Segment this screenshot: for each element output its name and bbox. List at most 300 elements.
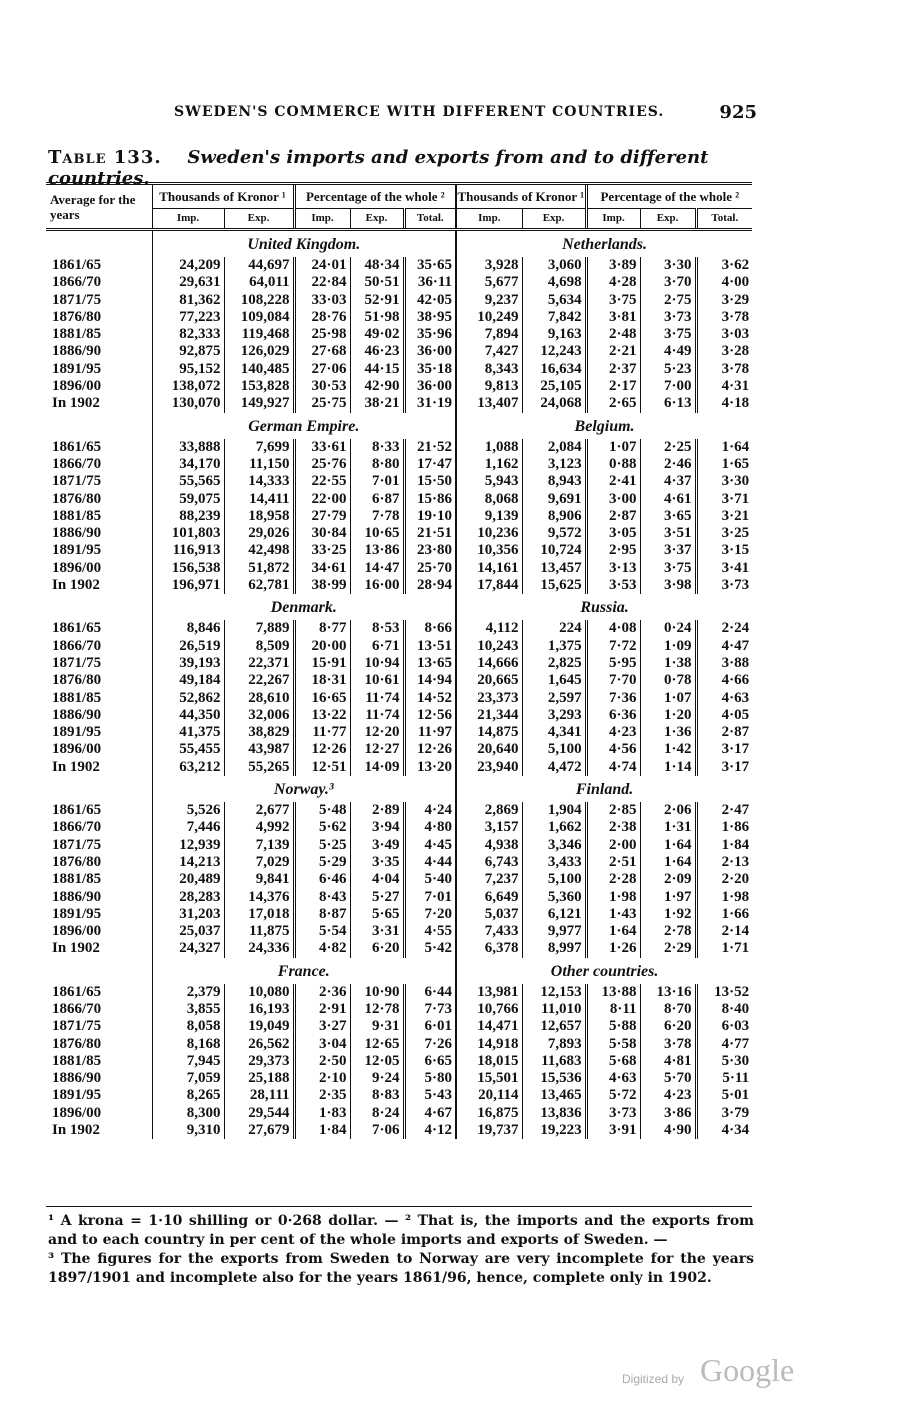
table-title: Sweden's imports and exports from and to different countries. [48, 147, 709, 189]
value-cell-uk-imp: 101,803 [152, 525, 224, 542]
value-cell-uk-exp: 62,781 [224, 577, 294, 594]
value-cell-exp: 9,163 [522, 326, 586, 343]
value-cell-uk-exp: 7,139 [224, 837, 294, 854]
value-cell-imp: 6,743 [456, 854, 522, 871]
value-cell-uk-exp: 7,889 [224, 620, 294, 637]
value-cell-pct-imp: 3·00 [586, 491, 640, 508]
table-row [46, 620, 752, 637]
value-cell-pct-total: 3·88 [696, 655, 752, 672]
value-cell-pct-imp: 1·64 [586, 923, 640, 940]
value-cell-pct-exp: 3·78 [640, 1036, 696, 1053]
value-cell-pct-imp: 2·37 [586, 361, 640, 378]
table-row [46, 542, 752, 559]
value-cell-pct-exp: 3·70 [640, 274, 696, 291]
table-row [46, 724, 752, 741]
table-body [46, 230, 752, 1140]
value-cell-pct-total: 4·44 [404, 854, 456, 871]
value-cell-pct-exp: 12·78 [350, 1001, 404, 1018]
value-cell-pct-exp: 51·98 [350, 309, 404, 326]
period-cell: 1891/95 [52, 542, 102, 559]
value-cell-pct-imp: 7·72 [586, 638, 640, 655]
value-cell-pct-exp: 1·92 [640, 906, 696, 923]
value-cell-imp: 8,068 [456, 491, 522, 508]
period-cell: 1876/80 [52, 853, 102, 870]
value-cell-uk-imp: 5,526 [152, 802, 224, 819]
value-cell-pct-imp: 3·81 [586, 309, 640, 326]
value-cell-pct-total: 1·84 [696, 837, 752, 854]
value-cell-pct-total: 1·71 [696, 940, 752, 957]
value-cell-pct-total: 13·52 [696, 984, 752, 1001]
value-cell-uk-exp: 22,267 [224, 672, 294, 689]
value-cell-exp: 1,904 [522, 802, 586, 819]
value-cell-pct-total: 3·78 [696, 361, 752, 378]
value-cell-uk-exp: 11,150 [224, 456, 294, 473]
value-cell-pct-total: 4·12 [404, 1122, 456, 1139]
value-cell-uk-exp: 25,188 [224, 1070, 294, 1087]
value-cell-uk-imp: 8,058 [152, 1018, 224, 1035]
value-cell-pct-total: 3·28 [696, 343, 752, 360]
value-cell-pct-total: 21·52 [404, 439, 456, 456]
value-cell-pct-total: 4·31 [696, 378, 752, 395]
value-cell-imp: 20,640 [456, 741, 522, 758]
value-cell-pct-total: 2·24 [696, 620, 752, 637]
table-row [46, 940, 752, 957]
value-cell-pct-total: 7·73 [404, 1001, 456, 1018]
value-cell-pct-imp: 2·51 [586, 854, 640, 871]
value-cell-pct-exp: 5·23 [640, 361, 696, 378]
table-row [46, 837, 752, 854]
value-cell-imp: 21,344 [456, 707, 522, 724]
value-cell-pct-total: 13·65 [404, 655, 456, 672]
value-cell-imp: 13,981 [456, 984, 522, 1001]
value-cell-uk-imp: 82,333 [152, 326, 224, 343]
value-cell-pct-exp: 48·34 [350, 257, 404, 274]
value-cell-pct-total: 38·95 [404, 309, 456, 326]
table-row [46, 525, 752, 542]
value-cell-imp: 7,427 [456, 343, 522, 360]
value-cell-pct-total: 35·18 [404, 361, 456, 378]
value-cell-pct-imp: 33·03 [294, 292, 350, 309]
value-cell-pct-exp: 6·13 [640, 395, 696, 412]
value-cell-uk-imp: 26,519 [152, 638, 224, 655]
value-cell-pct-total: 15·86 [404, 491, 456, 508]
value-cell-pct-imp: 22·55 [294, 473, 350, 490]
value-cell-pct-imp: 27·06 [294, 361, 350, 378]
value-cell-pct-exp: 50·51 [350, 274, 404, 291]
table-row [46, 1018, 752, 1035]
value-cell-pct-total: 6·65 [404, 1053, 456, 1070]
value-cell-pct-total: 11·97 [404, 724, 456, 741]
value-cell-exp: 6,121 [522, 906, 586, 923]
value-cell-pct-imp: 33·61 [294, 439, 350, 456]
value-cell-imp: 6,378 [456, 940, 522, 957]
value-cell-pct-exp: 3·51 [640, 525, 696, 542]
value-cell-pct-exp: 12·27 [350, 741, 404, 758]
value-cell-pct-total: 3·17 [696, 759, 752, 776]
value-cell-imp: 14,666 [456, 655, 522, 672]
table-row [46, 326, 752, 343]
value-cell-uk-imp: 59,075 [152, 491, 224, 508]
value-cell-pct-total: 5·11 [696, 1070, 752, 1087]
value-cell-pct-total: 4·34 [696, 1122, 752, 1139]
value-cell-exp: 13,457 [522, 560, 586, 577]
value-cell-pct-imp: 6·46 [294, 871, 350, 888]
value-cell-pct-exp: 3·37 [640, 542, 696, 559]
value-cell-exp: 8,997 [522, 940, 586, 957]
value-cell-pct-imp: 22·84 [294, 274, 350, 291]
exp-header: Exp. [224, 209, 294, 230]
value-cell-pct-imp: 1·26 [586, 940, 640, 957]
table-row [46, 257, 752, 274]
value-cell-exp: 13,836 [522, 1105, 586, 1122]
value-cell-uk-imp: 116,913 [152, 542, 224, 559]
value-cell-pct-imp: 2·38 [586, 819, 640, 836]
value-cell-pct-exp: 4·81 [640, 1053, 696, 1070]
value-cell-uk-exp: 14,411 [224, 491, 294, 508]
value-cell-exp: 8,943 [522, 473, 586, 490]
value-cell-imp: 8,343 [456, 361, 522, 378]
value-cell-uk-exp: 14,376 [224, 889, 294, 906]
value-cell-pct-imp: 5·54 [294, 923, 350, 940]
value-cell-pct-imp: 5·62 [294, 819, 350, 836]
value-cell-pct-exp: 1·38 [640, 655, 696, 672]
table-row [46, 690, 752, 707]
value-cell-pct-imp: 0·88 [586, 456, 640, 473]
table-row [46, 378, 752, 395]
value-cell-uk-exp: 10,080 [224, 984, 294, 1001]
value-cell-pct-imp: 2·35 [294, 1087, 350, 1104]
value-cell-uk-exp: 42,498 [224, 542, 294, 559]
section-spacer [46, 776, 152, 802]
value-cell-pct-exp: 38·21 [350, 395, 404, 412]
period-cell: 1876/80 [52, 490, 102, 507]
period-cell: 1871/75 [52, 654, 102, 671]
value-cell-uk-imp: 33,888 [152, 439, 224, 456]
value-cell-pct-total: 3·21 [696, 508, 752, 525]
google-logo: Google [700, 1352, 795, 1388]
value-cell-pct-total: 4·47 [696, 638, 752, 655]
value-cell-pct-total: 3·78 [696, 309, 752, 326]
period-cell: In 1902 [52, 395, 100, 412]
section-heading-row [46, 776, 752, 802]
country-heading: Belgium. [456, 413, 752, 439]
value-cell-pct-exp: 2·25 [640, 439, 696, 456]
table-row [46, 439, 752, 456]
value-cell-pct-exp: 5·70 [640, 1070, 696, 1087]
period-cell: 1861/65 [52, 438, 102, 455]
value-cell-pct-exp: 44·15 [350, 361, 404, 378]
value-cell-pct-exp: 2·46 [640, 456, 696, 473]
value-cell-pct-exp: 1·36 [640, 724, 696, 741]
table-row [46, 854, 752, 871]
period-cell: 1861/65 [52, 802, 102, 819]
value-cell-exp: 12,153 [522, 984, 586, 1001]
value-cell-pct-exp: 2·75 [640, 292, 696, 309]
period-cell: 1881/85 [52, 1052, 102, 1069]
value-cell-uk-imp: 25,037 [152, 923, 224, 940]
value-cell-pct-exp: 1·97 [640, 889, 696, 906]
value-cell-pct-imp: 5·58 [586, 1036, 640, 1053]
value-cell-pct-exp: 1·14 [640, 759, 696, 776]
value-cell-pct-imp: 5·72 [586, 1087, 640, 1104]
value-cell-imp: 4,112 [456, 620, 522, 637]
country-heading: Norway.³ [152, 776, 456, 802]
value-cell-uk-imp: 8,265 [152, 1087, 224, 1104]
value-cell-pct-total: 4·05 [696, 707, 752, 724]
value-cell-pct-total: 4·63 [696, 690, 752, 707]
value-cell-imp: 5,037 [456, 906, 522, 923]
value-cell-exp: 13,465 [522, 1087, 586, 1104]
value-cell-uk-imp: 196,971 [152, 577, 224, 594]
value-cell-uk-exp: 51,872 [224, 560, 294, 577]
value-cell-imp: 13,407 [456, 395, 522, 412]
value-cell-uk-imp: 28,283 [152, 889, 224, 906]
value-cell-pct-imp: 2·85 [586, 802, 640, 819]
value-cell-pct-total: 2·13 [696, 854, 752, 871]
value-cell-pct-exp: 2·06 [640, 802, 696, 819]
value-cell-pct-exp: 1·07 [640, 690, 696, 707]
value-cell-uk-imp: 138,072 [152, 378, 224, 395]
period-cell: 1881/85 [52, 326, 102, 343]
country-heading: Russia. [456, 594, 752, 620]
value-cell-exp: 5,634 [522, 292, 586, 309]
value-cell-pct-exp: 8·24 [350, 1105, 404, 1122]
value-cell-uk-imp: 8,168 [152, 1036, 224, 1053]
exp-header: Exp. [522, 209, 586, 230]
value-cell-pct-imp: 3·75 [586, 292, 640, 309]
value-cell-uk-imp: 95,152 [152, 361, 224, 378]
value-cell-uk-exp: 140,485 [224, 361, 294, 378]
table-row [46, 456, 752, 473]
value-cell-imp: 23,940 [456, 759, 522, 776]
period-cell: 1876/80 [52, 1035, 102, 1052]
value-cell-pct-imp: 2·10 [294, 1070, 350, 1087]
value-cell-exp: 5,100 [522, 871, 586, 888]
value-cell-pct-imp: 3·73 [586, 1105, 640, 1122]
footnotes [48, 1212, 754, 1288]
country-heading: Other countries. [456, 958, 752, 984]
value-cell-pct-exp: 3·30 [640, 257, 696, 274]
value-cell-pct-imp: 4·63 [586, 1070, 640, 1087]
running-header [48, 104, 757, 126]
period-cell: 1891/95 [52, 905, 102, 922]
value-cell-uk-imp: 3,855 [152, 1001, 224, 1018]
value-cell-pct-imp: 2·41 [586, 473, 640, 490]
value-cell-pct-exp: 11·74 [350, 707, 404, 724]
value-cell-pct-total: 4·77 [696, 1036, 752, 1053]
period-cell: 1886/90 [52, 343, 102, 360]
value-cell-imp: 5,677 [456, 274, 522, 291]
value-cell-uk-imp: 8,846 [152, 620, 224, 637]
value-cell-exp: 9,691 [522, 491, 586, 508]
value-cell-pct-imp: 5·88 [586, 1018, 640, 1035]
value-cell-exp: 1,645 [522, 672, 586, 689]
period-cell: In 1902 [52, 758, 100, 775]
value-cell-pct-imp: 12·51 [294, 759, 350, 776]
value-cell-pct-exp: 3·65 [640, 508, 696, 525]
value-cell-pct-total: 13·51 [404, 638, 456, 655]
table-row [46, 491, 752, 508]
value-cell-pct-imp: 2·36 [294, 984, 350, 1001]
value-cell-uk-exp: 7,699 [224, 439, 294, 456]
value-cell-uk-imp: 12,939 [152, 837, 224, 854]
value-cell-pct-imp: 2·17 [586, 378, 640, 395]
value-cell-pct-imp: 4·82 [294, 940, 350, 957]
value-cell-pct-total: 7·26 [404, 1036, 456, 1053]
table-row [46, 1122, 752, 1139]
value-cell-uk-imp: 92,875 [152, 343, 224, 360]
value-cell-pct-total: 5·42 [404, 940, 456, 957]
value-cell-exp: 8,906 [522, 508, 586, 525]
value-cell-pct-imp: 3·04 [294, 1036, 350, 1053]
value-cell-uk-exp: 2,677 [224, 802, 294, 819]
value-cell-pct-imp: 13·88 [586, 984, 640, 1001]
value-cell-pct-imp: 3·05 [586, 525, 640, 542]
value-cell-pct-exp: 10·61 [350, 672, 404, 689]
period-cell: 1881/85 [52, 871, 102, 888]
value-cell-pct-total: 3·25 [696, 525, 752, 542]
value-cell-uk-exp: 108,228 [224, 292, 294, 309]
value-cell-uk-exp: 17,018 [224, 906, 294, 923]
value-cell-pct-imp: 7·36 [586, 690, 640, 707]
imp-header: Imp. [152, 209, 224, 230]
value-cell-pct-exp: 10·90 [350, 984, 404, 1001]
total-pct-header: Total. [404, 209, 456, 230]
value-cell-imp: 7,894 [456, 326, 522, 343]
value-cell-uk-exp: 119,468 [224, 326, 294, 343]
value-cell-pct-imp: 25·75 [294, 395, 350, 412]
section-heading-row [46, 594, 752, 620]
table-row [46, 361, 752, 378]
value-cell-exp: 4,472 [522, 759, 586, 776]
value-cell-exp: 5,360 [522, 889, 586, 906]
value-cell-pct-imp: 38·99 [294, 577, 350, 594]
value-cell-imp: 14,875 [456, 724, 522, 741]
value-cell-pct-exp: 7·01 [350, 473, 404, 490]
table-row [46, 819, 752, 836]
value-cell-pct-imp: 1·83 [294, 1105, 350, 1122]
value-cell-uk-exp: 43,987 [224, 741, 294, 758]
value-cell-pct-total: 3·29 [696, 292, 752, 309]
value-cell-uk-exp: 126,029 [224, 343, 294, 360]
table-row [46, 638, 752, 655]
value-cell-pct-total: 14·94 [404, 672, 456, 689]
value-cell-pct-exp: 8·53 [350, 620, 404, 637]
value-cell-pct-exp: 4·37 [640, 473, 696, 490]
value-cell-pct-imp: 3·13 [586, 560, 640, 577]
value-cell-pct-imp: 5·48 [294, 802, 350, 819]
value-cell-pct-total: 23·80 [404, 542, 456, 559]
value-cell-pct-imp: 2·65 [586, 395, 640, 412]
value-cell-pct-total: 12·56 [404, 707, 456, 724]
section-heading-row [46, 230, 752, 258]
value-cell-pct-imp: 2·48 [586, 326, 640, 343]
value-cell-uk-exp: 27,679 [224, 1122, 294, 1139]
value-cell-pct-imp: 3·53 [586, 577, 640, 594]
table-row [46, 343, 752, 360]
value-cell-pct-total: 6·44 [404, 984, 456, 1001]
value-cell-pct-exp: 13·86 [350, 542, 404, 559]
value-cell-uk-exp: 38,829 [224, 724, 294, 741]
value-cell-uk-imp: 8,300 [152, 1105, 224, 1122]
value-cell-uk-imp: 55,455 [152, 741, 224, 758]
value-cell-imp: 20,665 [456, 672, 522, 689]
table-row [46, 508, 752, 525]
value-cell-pct-exp: 7·00 [640, 378, 696, 395]
value-cell-pct-total: 1·65 [696, 456, 752, 473]
value-cell-imp: 14,471 [456, 1018, 522, 1035]
value-cell-imp: 9,237 [456, 292, 522, 309]
period-cell: 1896/00 [52, 741, 102, 758]
value-cell-imp: 4,938 [456, 837, 522, 854]
value-cell-pct-total: 19·10 [404, 508, 456, 525]
value-cell-exp: 5,100 [522, 741, 586, 758]
value-cell-pct-total: 21·51 [404, 525, 456, 542]
value-cell-pct-total: 5·80 [404, 1070, 456, 1087]
value-cell-exp: 9,572 [522, 525, 586, 542]
period-cell: 1886/90 [52, 525, 102, 542]
value-cell-pct-exp: 1·64 [640, 854, 696, 871]
value-cell-pct-total: 8·40 [696, 1001, 752, 1018]
value-cell-pct-total: 8·66 [404, 620, 456, 637]
value-cell-exp: 1,375 [522, 638, 586, 655]
section-heading-row [46, 958, 752, 984]
value-cell-imp: 23,373 [456, 690, 522, 707]
period-cell: 1871/75 [52, 473, 102, 490]
period-cell: 1866/70 [52, 637, 102, 654]
period-cell: 1896/00 [52, 378, 102, 395]
value-cell-pct-imp: 33·25 [294, 542, 350, 559]
value-cell-imp: 15,501 [456, 1070, 522, 1087]
value-cell-pct-total: 15·50 [404, 473, 456, 490]
period-cell: 1891/95 [52, 724, 102, 741]
value-cell-exp: 19,223 [522, 1122, 586, 1139]
value-cell-uk-imp: 39,193 [152, 655, 224, 672]
value-cell-pct-exp: 1·09 [640, 638, 696, 655]
value-cell-pct-total: 4·45 [404, 837, 456, 854]
value-cell-exp: 2,825 [522, 655, 586, 672]
value-cell-pct-imp: 1·43 [586, 906, 640, 923]
value-cell-pct-exp: 2·78 [640, 923, 696, 940]
value-cell-imp: 9,813 [456, 378, 522, 395]
value-cell-pct-total: 31·19 [404, 395, 456, 412]
value-cell-imp: 10,243 [456, 638, 522, 655]
value-cell-pct-exp: 10·65 [350, 525, 404, 542]
value-cell-pct-exp: 4·90 [640, 1122, 696, 1139]
value-cell-exp: 7,842 [522, 309, 586, 326]
value-cell-pct-exp: 14·09 [350, 759, 404, 776]
value-cell-uk-exp: 26,562 [224, 1036, 294, 1053]
value-cell-exp: 24,068 [522, 395, 586, 412]
value-cell-pct-total: 3·17 [696, 741, 752, 758]
thousands-header-left: Thousands of Kronor ¹ [152, 184, 294, 209]
period-cell: 1871/75 [52, 1018, 102, 1035]
value-cell-pct-imp: 2·50 [294, 1053, 350, 1070]
value-cell-uk-exp: 149,927 [224, 395, 294, 412]
value-cell-pct-imp: 5·25 [294, 837, 350, 854]
table-row [46, 1087, 752, 1104]
total-pct-header: Total. [696, 209, 752, 230]
period-cell: 1896/00 [52, 1104, 102, 1121]
value-cell-exp: 7,893 [522, 1036, 586, 1053]
value-cell-pct-exp: 7·78 [350, 508, 404, 525]
value-cell-exp: 3,346 [522, 837, 586, 854]
value-cell-pct-total: 4·18 [696, 395, 752, 412]
value-cell-pct-total: 1·64 [696, 439, 752, 456]
period-cell: 1861/65 [52, 257, 102, 273]
value-cell-pct-total: 4·66 [696, 672, 752, 689]
value-cell-pct-exp: 12·65 [350, 1036, 404, 1053]
